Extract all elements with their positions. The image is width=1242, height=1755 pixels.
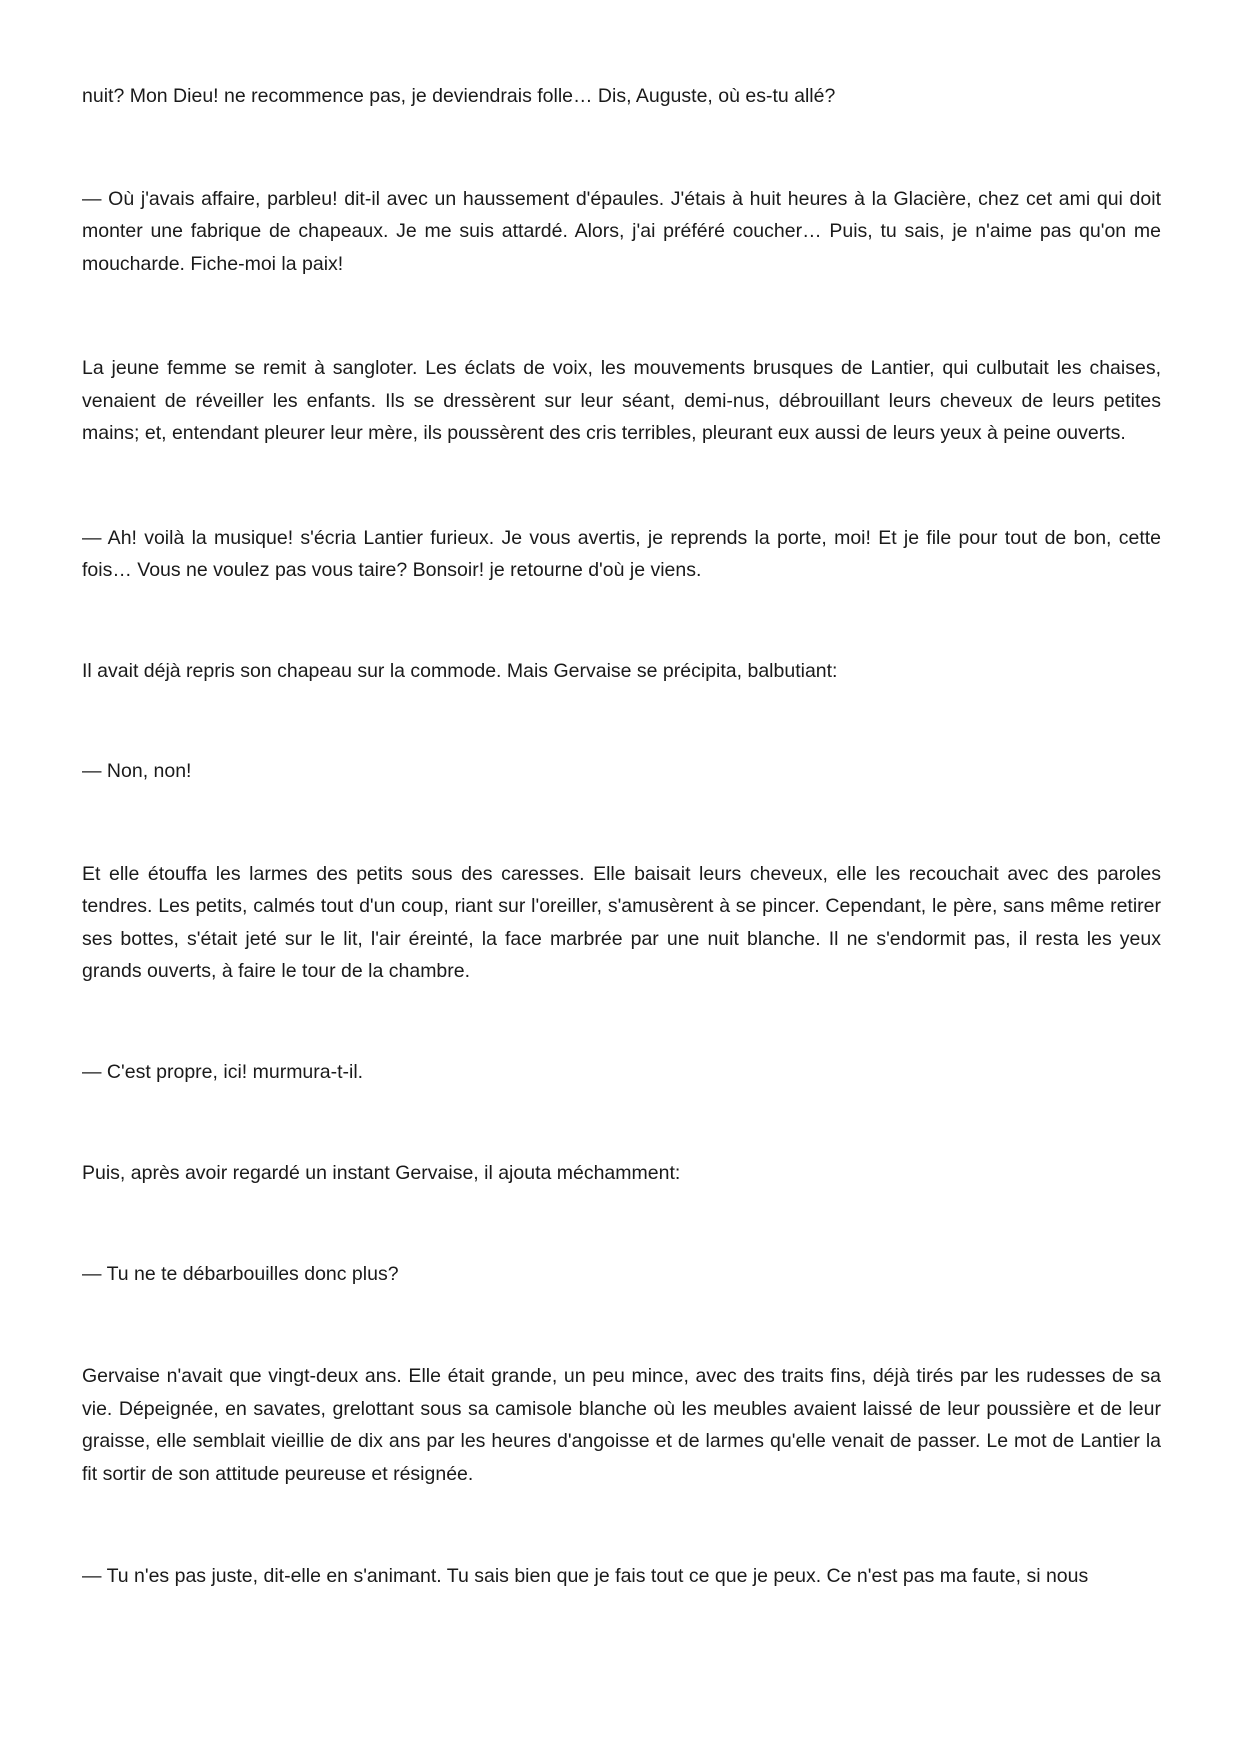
paragraph-3: La jeune femme se remit à sangloter. Les éclats de voix, les mouvements brusques de Lantier, qui culbutait les chaises, venaient de réveiller les enfants. Ils se dressèrent sur leur séant, demi-nus, débrouillant leurs cheveux de leurs petites mains; et, entendant pleurer leur mère, ils poussèrent des cris terribles, pleurant eux aussi de leurs yeux à peine ouverts. xyxy=(82,357,1161,444)
document-page xyxy=(82,80,1161,1593)
paragraph-8: — C'est propre, ici! murmura-t-il. xyxy=(82,1060,364,1083)
paragraph-5: Il avait déjà repris son chapeau sur la commode. Mais Gervaise se précipita, balbutiant: xyxy=(82,659,838,682)
paragraph-4: — Ah! voilà la musique! s'écria Lantier furieux. Je vous avertis, je reprends la porte, moi! Et je file pour tout de bon, cette fois… Vous ne voulez pas vous taire? Bonsoir! je retourne d'où je viens. xyxy=(82,526,1161,581)
paragraph-9: Puis, après avoir regardé un instant Gervaise, il ajouta méchamment: xyxy=(82,1162,681,1184)
paragraph-2: — Où j'avais affaire, parbleu! dit-il avec un haussement d'épaules. J'étais à huit heures à la Glacière, chez cet ami qui doit monter une fabrique de chapeaux. Je me suis attardé. Alors, j'ai préféré coucher… Puis, tu sais, je n'aime pas qu'on me moucharde. Fiche-moi la paix! xyxy=(82,187,1161,275)
paragraph-6: — Non, non! xyxy=(82,760,192,782)
paragraph-1: nuit? Mon Dieu! ne recommence pas, je deviendrais folle… Dis, Auguste, où es-tu allé? xyxy=(82,85,836,107)
paragraph-12: — Tu n'es pas juste, dit-elle en s'animant. Tu sais bien que je fais tout ce que je peux. Ce n'est pas ma faute, si nous xyxy=(82,1565,1089,1587)
paragraph-7: Et elle étouffa les larmes des petits sous des caresses. Elle baisait leurs cheveux, elle les recouchait avec des paroles tendres. Les petits, calmés tout d'un coup, riant sur l'oreiller, s'amusèrent à se pincer. Cependant, le père, sans même retirer ses bottes, s'était jeté sur le lit, l'air éreinté, la face marbrée par une nuit blanche. Il ne s'endormit pas, il resta les yeux grands ouverts, à faire le tour de la chambre. xyxy=(82,862,1161,982)
paragraph-11: Gervaise n'avait que vingt-deux ans. Elle était grande, un peu mince, avec des traits fins, déjà tirés par les rudesses de sa vie. Dépeignée, en savates, grelottant sous sa camisole blanche où les meubles avaient laissé de leur poussière et de leur graisse, elle semblait vieillie de dix ans par les heures d'angoisse et de larmes qu'elle venait de passer. Le mot de Lantier la fit sortir de son attitude peureuse et résignée. xyxy=(82,1365,1161,1485)
paragraph-10: — Tu ne te débarbouilles donc plus? xyxy=(82,1262,399,1285)
